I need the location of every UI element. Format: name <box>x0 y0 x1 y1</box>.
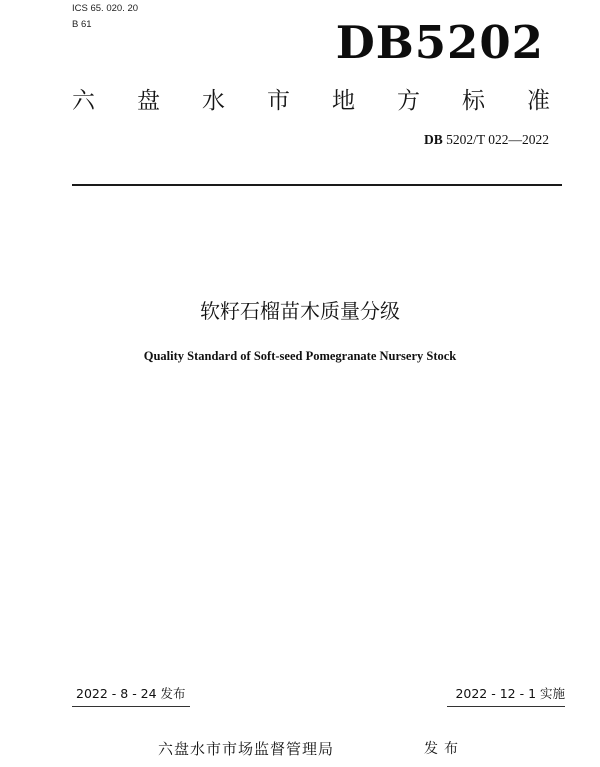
issuing-authority: 六盘水市市场监督管理局 <box>158 740 335 758</box>
issue-date: 2022 - 8 - 24 发布 <box>76 686 186 701</box>
ccs-code: B 61 <box>72 19 92 30</box>
standard-number-prefix: DB <box>423 132 443 147</box>
authority-char: 准 <box>527 88 550 114</box>
issue-label: 发布 <box>424 741 464 757</box>
ics-code: ICS 65. 020. 20 <box>72 3 139 14</box>
authority-char: 盘 <box>137 88 160 114</box>
authority-char: 标 <box>462 88 485 114</box>
implementation-date: 2022 - 12 - 1 实施 <box>455 686 565 701</box>
authority-title <box>72 86 550 116</box>
standard-code-large: DB5202 <box>335 16 544 69</box>
header-divider <box>72 184 562 186</box>
standard-number <box>424 132 549 148</box>
document-title-english: Quality Standard of Soft-seed Pomegranate Nursery Stock <box>143 349 457 363</box>
document-title-chinese: 软籽石榴苗木质量分级 <box>200 299 400 323</box>
implementation-date-underline <box>447 706 565 707</box>
standard-number-value: 5202/T 022—2022 <box>446 132 549 147</box>
authority-char: 方 <box>397 88 420 114</box>
authority-char: 六 <box>72 88 95 114</box>
issue-date-underline <box>72 706 190 707</box>
authority-char: 市 <box>267 88 290 114</box>
authority-char: 地 <box>332 88 355 114</box>
authority-char: 水 <box>202 88 225 114</box>
